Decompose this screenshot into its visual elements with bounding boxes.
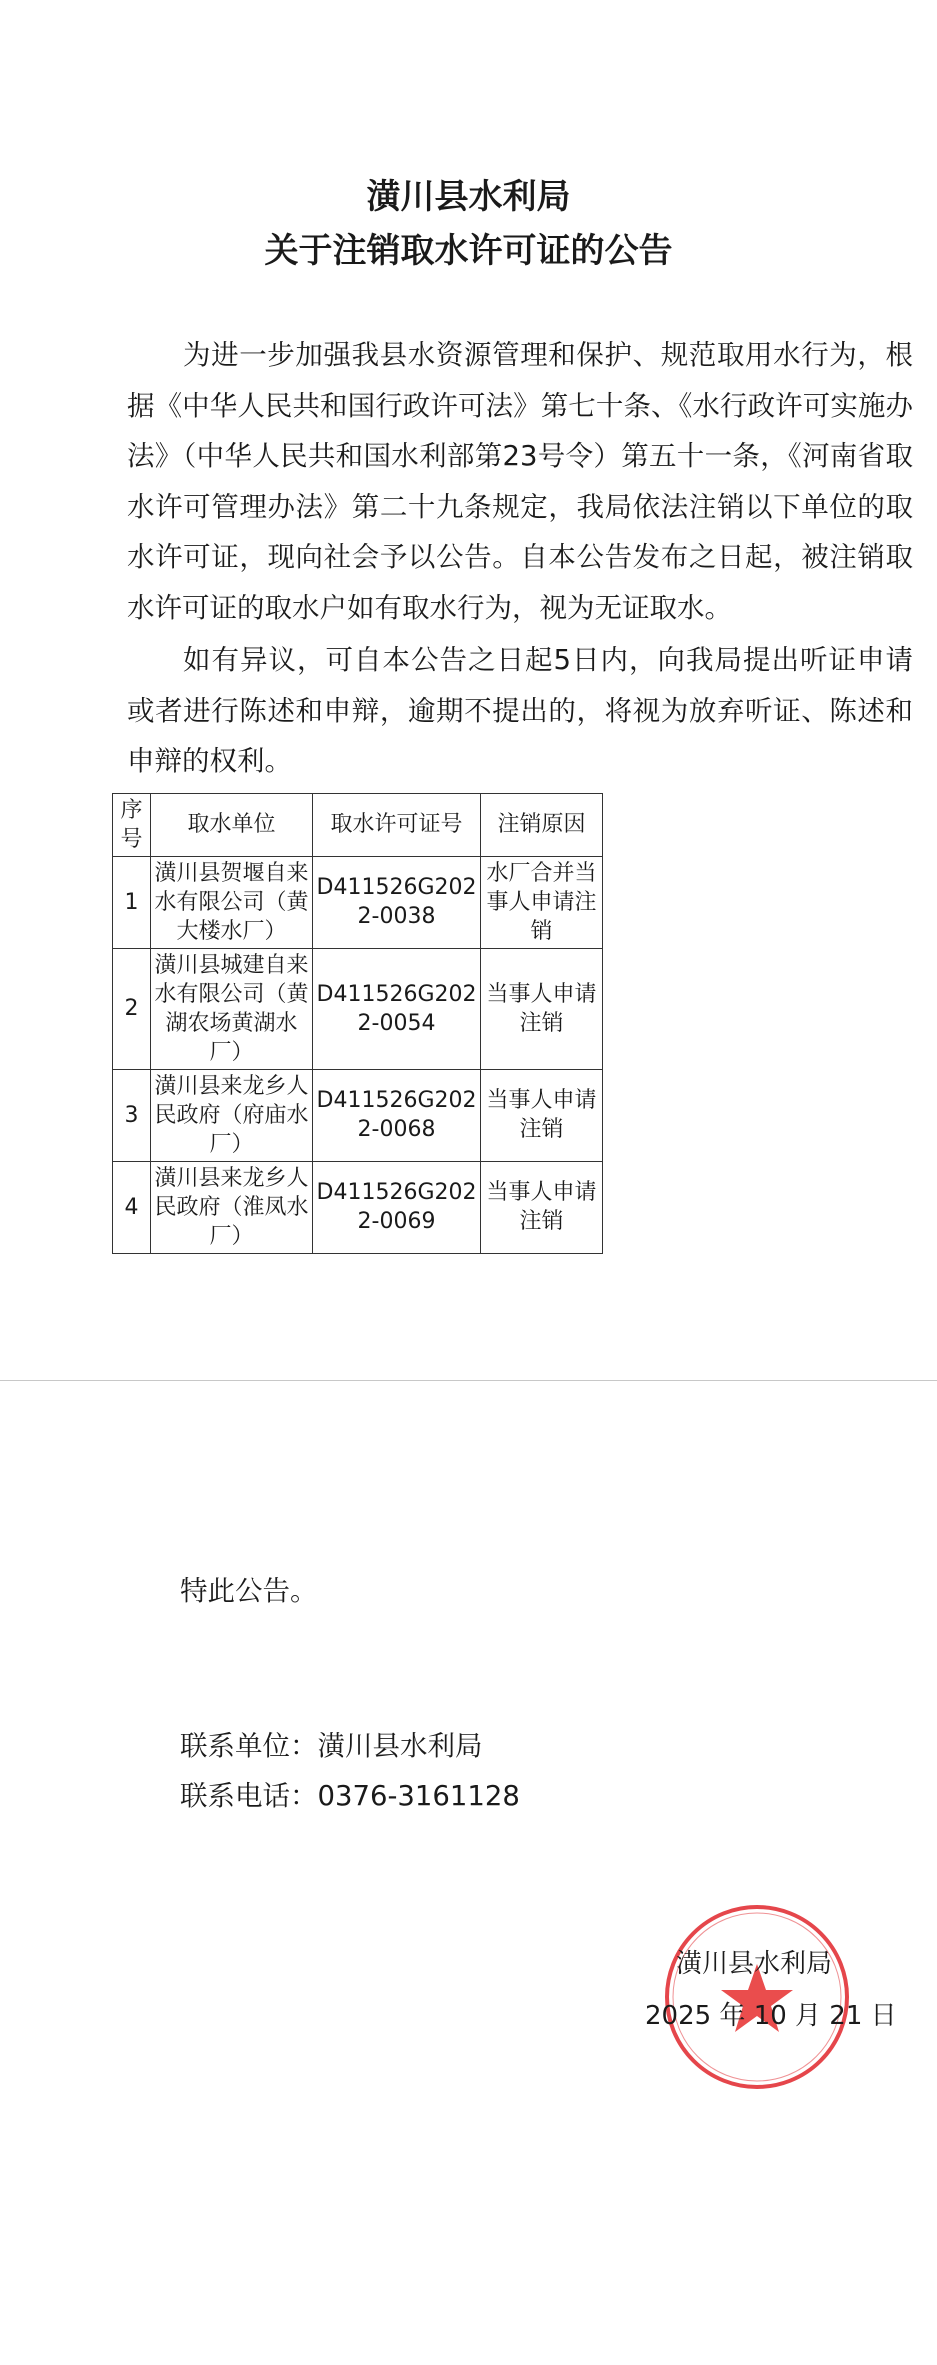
official-seal-stamp	[662, 1902, 852, 2092]
cell-license: D411526G2022-0068	[313, 1069, 481, 1161]
table-header-row	[113, 793, 603, 856]
cell-index: 3	[113, 1069, 151, 1161]
table-row	[113, 1069, 603, 1161]
cell-unit: 潢川县贺堰自来水有限公司（黄大楼水厂）	[151, 856, 313, 948]
signature-org: 潢川县水利局	[676, 1949, 833, 1979]
contact-phone: 联系电话：0376-3161128	[180, 1780, 520, 1812]
header-license: 取水许可证号	[313, 793, 481, 856]
cell-index: 2	[113, 948, 151, 1069]
paragraph-2: 如有异议，可自本公告之日起5日内，向我局提出听证申请或者进行陈述和申辩，逾期不提出的，将视为放弃听证、陈述和申辩的权利。	[127, 644, 913, 777]
revocation-table	[112, 793, 603, 1254]
cell-index: 1	[113, 856, 151, 948]
table-row	[113, 856, 603, 948]
table-row	[113, 1161, 603, 1253]
cell-license: D411526G2022-0038	[313, 856, 481, 948]
header-reason: 注销原因	[481, 793, 603, 856]
cell-unit: 潢川县来龙乡人民政府（府庙水厂）	[151, 1069, 313, 1161]
notice-body	[0, 170, 937, 1254]
cell-reason: 当事人申请注销	[481, 1161, 603, 1253]
cell-reason: 当事人申请注销	[481, 948, 603, 1069]
cell-unit: 潢川县来龙乡人民政府（淮凤水厂）	[151, 1161, 313, 1253]
cell-index: 4	[113, 1161, 151, 1253]
notice-title: 关于注销取水许可证的公告	[264, 231, 673, 271]
closing-text: 特此公告。	[180, 1575, 318, 1607]
header-unit: 取水单位	[151, 793, 313, 856]
cell-reason: 水厂合并当事人申请注销	[481, 856, 603, 948]
issuer-title: 潢川县水利局	[366, 177, 571, 217]
page-break-divider	[0, 1380, 937, 1381]
header-index: 序号	[113, 793, 151, 856]
cell-unit: 潢川县城建自来水有限公司（黄湖农场黄湖水厂）	[151, 948, 313, 1069]
paragraph-1: 为进一步加强我县水资源管理和保护、规范取用水行为，根据《中华人民共和国行政许可法》第七十条、《水行政许可实施办法》（中华人民共和国水利部第23号令）第五十一条，《河南省取水许可管理办法》第二十九条规定，我局依法注销以下单位的取水许可证，现向社会予以公告。自本公告发布之日起，被注销取水许可证的取水户如有取水行为，视为无证取水。	[127, 339, 913, 624]
table-row	[113, 948, 603, 1069]
contact-unit: 联系单位：潢川县水利局	[180, 1730, 483, 1762]
cell-reason: 当事人申请注销	[481, 1069, 603, 1161]
cell-license: D411526G2022-0054	[313, 948, 481, 1069]
signature-date: 2025 年 10 月 21 日	[645, 2001, 897, 2031]
cell-license: D411526G2022-0069	[313, 1161, 481, 1253]
